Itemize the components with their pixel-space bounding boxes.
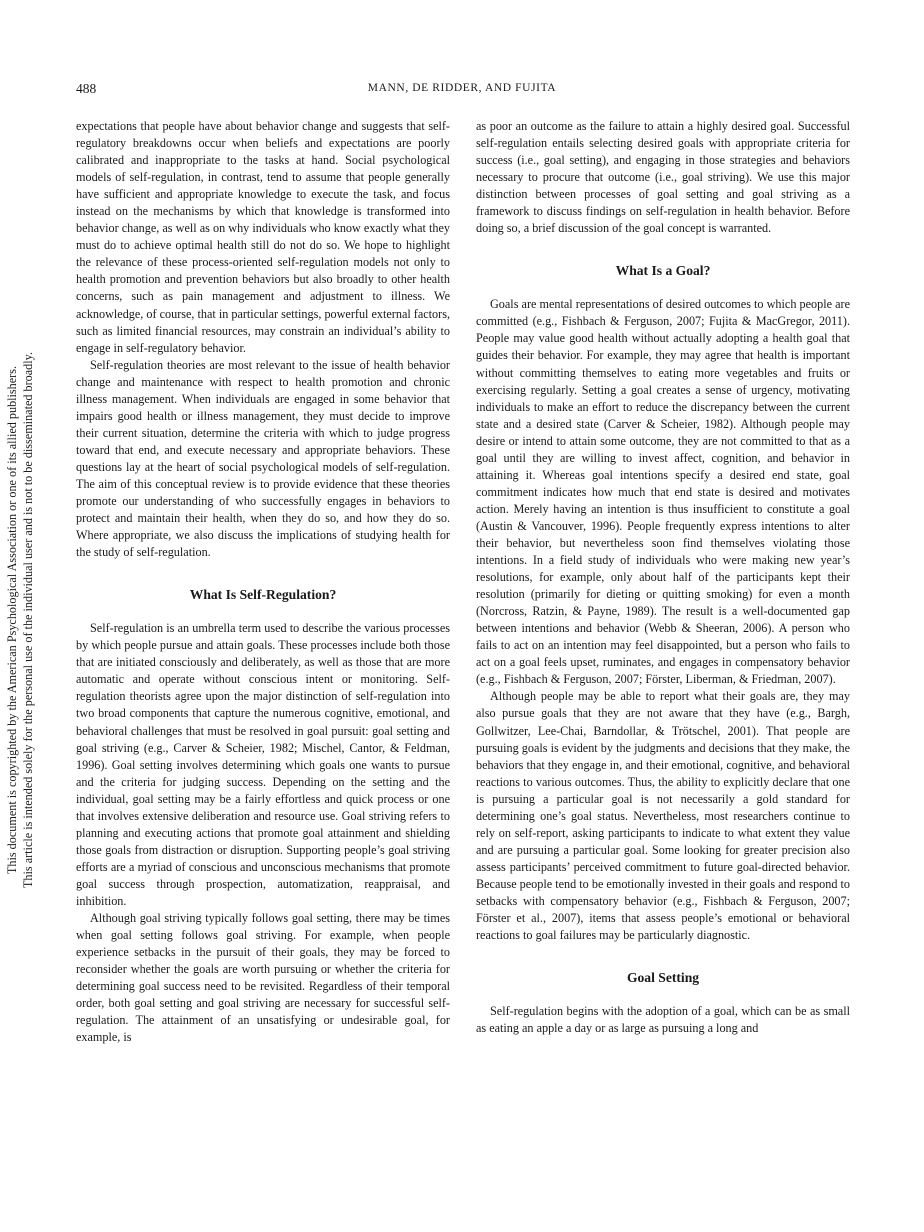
right-column [476, 118, 850, 1037]
section-heading: What Is a Goal? [615, 263, 711, 279]
paragraph: Self-regulation is an umbrella term used to describe the various processes by which people pursue and attain goals. These processes include both those that are initiated consciously and deliberately, as well as those that are more automatic and operate without conscious intent or monitoring. Self-regulation theorists agree upon the major distinction of self-regulation into two broad components that capture the numerous cognitive, emotional, and behavioral challenges that must be resolved in goal pursuit: goal setting and goal striving (e.g., Carver & Scheier, 1982; Mischel, Cantor, & Feldman, 1996). Goal setting involves determining which goals one wants to pursue and the criteria for judging success. Depending on the setting and the individual, goal setting may be a fairly effortless and quick process or one that involves extensive deliberation and resource use. Goal striving refers to planning and executing actions that promote goal attainment and shielding those goals from distraction or disruption. Supporting people’s goal striving efforts are a myriad of conscious and unconscious mechanisms that promote goal success through prospection, automatization, reappraisal, and inhibition. [76, 621, 450, 908]
section-heading: What Is Self-Regulation? [189, 587, 337, 603]
paragraph: Goals are mental representations of desired outcomes to which people are committed (e.g., Fishbach & Ferguson, 2007; Fujita & MacGregor, 2011). People may value good health without actually adopting a health goal that guides their behavior. For example, they may agree that health is important without committing themselves to eating more vegetables and fruits or exercising regularly. Setting a goal creates a sense of urgency, motivating individuals to make an effort to reduce the discrepancy between the current state and a desired state (Carver & Scheier, 1982). Although people may desire or intend to attain some outcome, they are not committed to that as a goal until they are willing to invest affect, cognition, and behavior in attaining it. Whereas goal intentions specify a desired end state, goal commitment indicates how much that end state is desired and motivates action. Merely having an intention is thus insufficient to constitute a goal (Austin & Vancouver, 1996). People frequently express intentions to alter their behavior, but nevertheless soon find themselves violating those intentions. In a field study of individuals who were making new year’s resolutions, for example, only about half of the participants kept their resolution (primarily for dieting or quitting smoking) for even a month (Norcross, Ratzin, & Payne, 1989). The result is a well-documented gap between intentions and behavior (Webb & Sheeran, 2006). A person who fails to act on an intention may feel disappointed, but a person who fails to act on a goal feels upset, ruminates, and engages in compensatory behavior (e.g., Fishbach & Ferguson, 2007; Förster, Liberman, & Friedman, 2007). [476, 297, 850, 687]
paragraph: as poor an outcome as the failure to attain a highly desired goal. Successful self-regulation entails selecting desired goals with appropriate criteria for success (i.e., goal setting), and engaging in those strategies and behaviors necessary to procure that outcome (i.e., goal striving). We use this major distinction between processes of goal setting and goal striving as a framework to discuss findings on self-regulation in health behavior. Before doing so, a brief discussion of the goal concept is warranted. [476, 119, 850, 236]
left-column [76, 118, 450, 1046]
paragraph: expectations that people have about behavior change and suggests that self-regulatory breakdowns occur when beliefs and expectations are poorly calibrated and inappropriate to the tasks at hand. Social psychological models of self-regulation, in contrast, tend to assume that people generally have sufficient and appropriate knowledge to execute the task, and focus instead on the mechanisms by which that knowledge is transformed into behavior change, as well as on why individuals who know exactly what they must do to achieve optimal health still do not do so. We hope to highlight the relevance of these process-oriented self-regulation models not only to health promotion and prevention behaviors but also broadly to other health concerns, such as pain management and adjustment to illness. We acknowledge, of course, that in particular settings, powerful external factors, such as limited financial resources, may constrain an individual’s ability to engage in self-regulatory behavior. [76, 119, 450, 355]
copyright-notice-line-2: This article is intended solely for the personal use of the individual user and is not to be disseminated broadly. [21, 352, 35, 889]
page-number: 488 [76, 81, 97, 96]
running-head: MANN, DE RIDDER, AND FUJITA [367, 82, 557, 94]
paragraph: Although goal striving typically follows goal setting, there may be times when goal setting follows goal striving. For example, when people experience setbacks in the pursuit of their goals, they may be forced to reconsider whether the goals are worth pursuing or whether the criteria for determining goal success need to be revisited. Regardless of their temporal order, both goal setting and goal striving are necessary for successful self-regulation. The attainment of an unsatisfying or undesirable goal, for example, is [76, 911, 450, 1045]
section-heading: Goal Setting [626, 970, 700, 986]
paragraph: Self-regulation begins with the adoption of a goal, which can be as small as eating an apple a day or as large as pursuing a long and [476, 1004, 850, 1036]
paragraph: Self-regulation theories are most relevant to the issue of health behavior change and maintenance with respect to health promotion and chronic illness management. When individuals are engaged in some behavior that impairs good health or illness management, they must decide to improve their current situation, determine the criteria with which to judge progress toward that end, and execute necessary and appropriate behaviors. These questions lay at the heart of social psychological models of self-regulation. The aim of this conceptual review is to provide evidence that these theories promote our understanding of who successfully engages in behaviors to protect and maintain their health, when they do so, and how they do so. Where appropriate, we also discuss the implications of studying health for the study of self-regulation. [76, 357, 450, 560]
paragraph: Although people may be able to report what their goals are, they may also pursue goals that they are not aware that they have (e.g., Bargh, Gollwitzer, Lee-Chai, Barndollar, & Trötschel, 2001). That people are pursuing goals is evident by the judgments and decisions that they make, the behaviors that they engage in, and their emotional, cognitive, and behavioral reactions to various outcomes. Thus, the ability to explicitly declare that one is pursuing a particular goal is not necessarily a gold standard for determining one’s goal status. Nevertheless, most researchers continue to rely on self-report, asking participants to indicate to what extent they value and are pursuing a particular goal. Some looking for greater precision also assess participants’ perceived commitment to future goal-directed behavior. Because people tend to be emotionally invested in their goals and respond to setbacks with compensatory behavior (e.g., Fishbach & Ferguson, 2007; Förster et al., 2007), items that assess people’s emotional or behavioral reactions to goal failures may be particularly diagnostic. [476, 689, 850, 943]
copyright-notice-line-1: This document is copyrighted by the American Psychological Association or one of its allied publishers. [5, 365, 19, 875]
